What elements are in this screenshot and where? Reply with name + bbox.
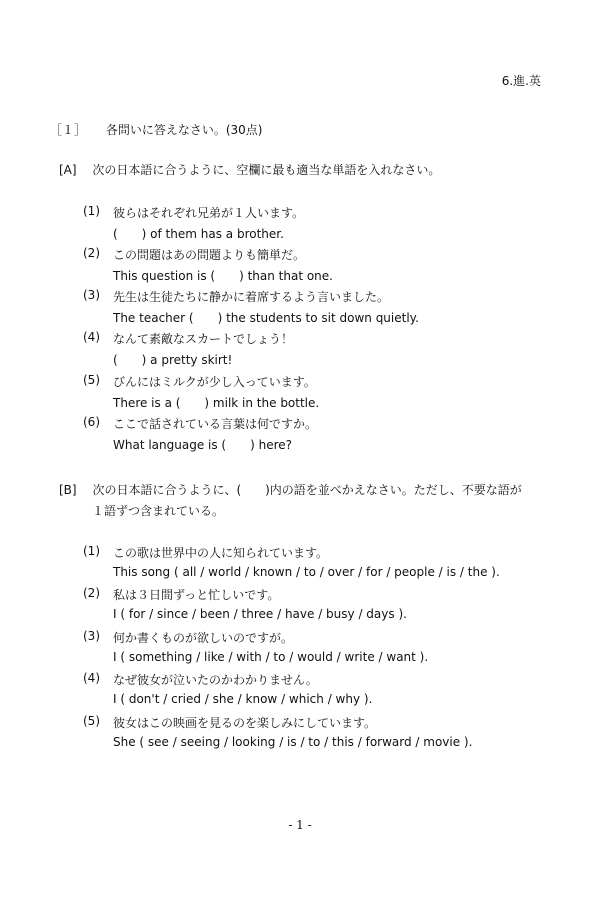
page-number: - 1 -	[288, 818, 312, 832]
question-japanese: この歌は世界中の人に知られています。	[113, 546, 329, 560]
question-number: (5)	[83, 373, 100, 387]
part-a-heading	[59, 161, 440, 178]
question-japanese: なんて素敵なスカートでしょう！	[113, 332, 294, 346]
question-number: (3)	[83, 629, 100, 643]
question-number: (1)	[83, 544, 100, 558]
question-english: The teacher ( ) the students to sit down quietly.	[113, 311, 419, 325]
question-number: (6)	[83, 415, 100, 429]
question-english: She ( see / seeing / looking / is / to / this / forward / movie ).	[113, 735, 473, 749]
question-english: There is a ( ) milk in the bottle.	[113, 396, 320, 410]
question-japanese: 先生は生徒たちに静かに着席するよう言いました。	[113, 290, 390, 304]
question-english: I ( for / since / been / three / have / busy / days ).	[113, 607, 407, 621]
part-b-label: [B]	[59, 483, 77, 497]
question-japanese: 彼らはそれぞれ兄弟が１人います。	[113, 206, 305, 220]
section-instruction: 各問いに答えなさい。(30点)	[105, 123, 263, 137]
question-english: ( ) a pretty skirt!	[113, 353, 233, 367]
section-label: ［１］	[50, 123, 87, 137]
part-b-instruction-continued: １語ずつ含まれている。	[92, 504, 225, 518]
question-number: (1)	[83, 204, 100, 218]
question-number: (2)	[83, 586, 100, 600]
question-english: I ( something / like / with / to / would / write / want ).	[113, 650, 429, 664]
question-number: (5)	[83, 714, 100, 728]
question-english: ( ) of them has a brother.	[113, 227, 284, 241]
question-english: This song ( all / world / known / to / over / for / people / is / the ).	[113, 565, 500, 579]
question-japanese: 何か書くものが欲しいのですが。	[113, 631, 294, 645]
question-japanese: 私は３日間ずっと忙しいです。	[113, 588, 280, 602]
question-number: (2)	[83, 246, 100, 260]
question-japanese: なぜ彼女が泣いたのかわかりません。	[113, 673, 318, 687]
part-a-label: [A]	[59, 163, 77, 177]
part-b-instruction: 次の日本語に合うように、( )内の語を並べかえなさい。ただし、不要な語が	[92, 483, 522, 497]
question-number: (4)	[83, 671, 100, 685]
question-number: (3)	[83, 288, 100, 302]
part-b-heading	[59, 481, 522, 498]
question-japanese: 彼女はこの映画を見るのを楽しみにしています。	[113, 716, 377, 730]
question-japanese: びんにはミルクが少し入っています。	[113, 375, 316, 389]
part-a-instruction: 次の日本語に合うように、空欄に最も適当な単語を入れなさい。	[92, 163, 441, 177]
question-number: (4)	[83, 330, 100, 344]
question-english: This question is ( ) than that one.	[113, 269, 333, 283]
question-english: What language is ( ) here?	[113, 438, 293, 452]
question-japanese: ここで話されている言葉は何ですか。	[113, 417, 318, 431]
exam-code: 6.進.英	[501, 74, 541, 88]
section-heading	[50, 121, 262, 138]
question-english: I ( don't / cried / she / know / which / why ).	[113, 692, 373, 706]
question-japanese: この問題はあの問題よりも簡単だ。	[113, 248, 306, 262]
